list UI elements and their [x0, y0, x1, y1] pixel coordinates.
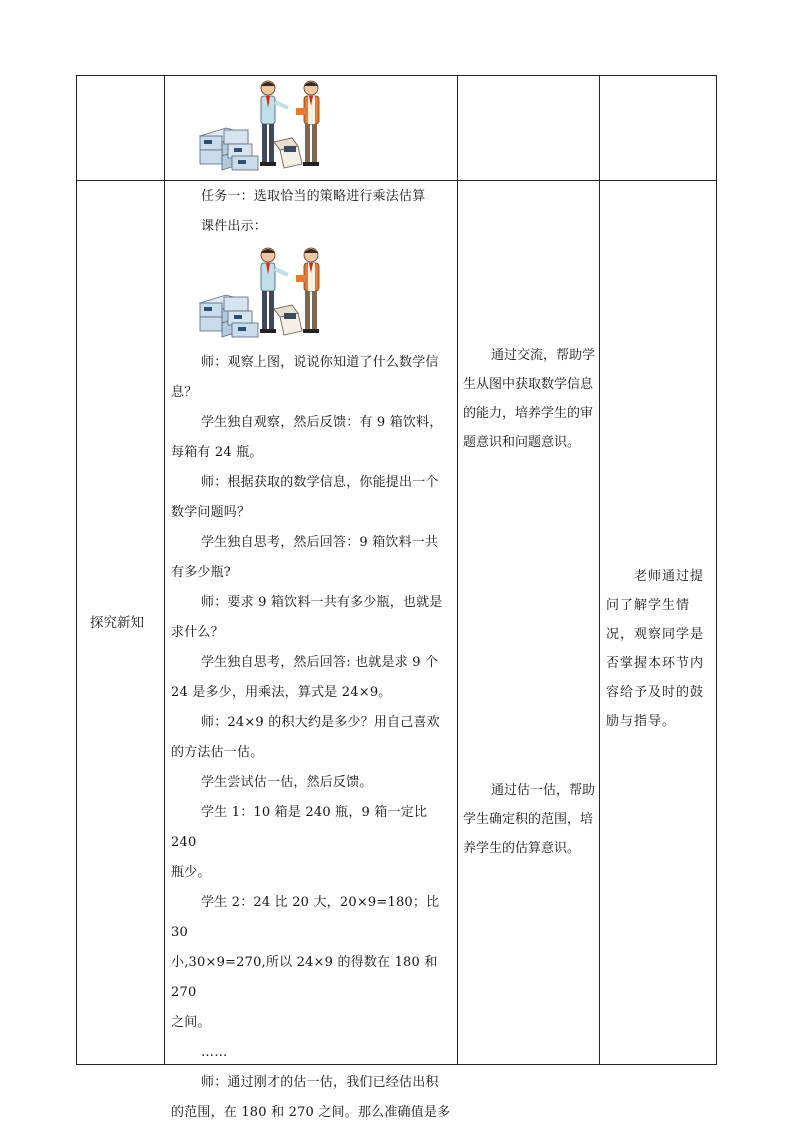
stage-label: 探究新知: [90, 615, 144, 631]
dialogue-line: 师：24×9 的积大约是多少？用自己喜欢: [201, 715, 440, 730]
table-left-border: [76, 75, 77, 1065]
evaluation-text: 老师通过提问了解学生情况，观察同学是否掌握本环节内容给予及时的鼓励与指导。: [606, 569, 705, 729]
dialogue-line: 学生尝试估一估，然后反馈。: [201, 775, 373, 790]
dialogue-line: 有多少瓶?: [171, 565, 231, 580]
dialogue-line: 求什么？: [171, 625, 224, 640]
dialogue-line: 学生独自思考，然后回答: 也就是求 9 个: [201, 655, 439, 670]
teaching-process-cell: [171, 182, 451, 242]
open-box: [274, 305, 302, 335]
dialogue-line: 学生 2：24 比 20 大，20×9=180；比 30: [171, 895, 440, 940]
dialogue-line: 小,30×9=270,所以 24×9 的得数在 180 和 270: [171, 955, 438, 1000]
dialogue-line: 师：根据获取的数学信息，你能提出一个: [201, 475, 439, 490]
row-divider: [76, 180, 717, 181]
dialogue-line: 瓶少。: [171, 865, 211, 880]
dialogue-line: ……: [201, 1045, 228, 1060]
dialogue-line: 数学问题吗？: [171, 505, 251, 520]
table-top-border: [76, 75, 717, 76]
dialogue-line: 24 是多少，用乘法，算式是 24×9。: [171, 685, 392, 700]
dialogue-line: 师：观察上图，说说你知道了什么数学信: [201, 355, 439, 370]
box-stack: [200, 295, 258, 337]
dialogue-line: 师：要求 9 箱饮料一共有多少瓶，也就是: [201, 595, 443, 610]
dialogue-line: 学生 1：10 箱是 240 瓶，9 箱一定比 240: [171, 805, 428, 850]
design-intent-note-2: [463, 776, 595, 863]
dialogue-line: 每箱有 24 瓶。: [171, 445, 263, 460]
column-divider-3: [599, 75, 600, 1065]
courseware-label: 课件出示：: [201, 219, 268, 234]
dialogue-line: 学生独自观察，然后反馈：有 9 箱饮料，: [201, 415, 443, 430]
design-intent-note-1: [463, 341, 595, 457]
dialogue-line: 师：通过刚才的估一估，我们已经估出积: [201, 1075, 439, 1090]
dialogue-line: 息？: [171, 385, 198, 400]
design-intent-text: 通过估一估，帮助学生确定积的范围，培养学生的估算意识。: [463, 783, 596, 856]
dialogue-line: 学生独自思考，然后回答：9 箱饮料一共: [201, 535, 439, 550]
dialogue-line: 之间。: [171, 1015, 211, 1030]
students-boxes-illustration-icon: [198, 78, 338, 172]
column-divider-1: [164, 75, 165, 1065]
open-box: [274, 138, 302, 168]
students-boxes-illustration-icon: [198, 245, 338, 339]
dialogue-line: 的范围，在 180 和 270 之间。那么准确值是多: [171, 1105, 451, 1120]
dialogue-block: [171, 348, 451, 1128]
table-right-border: [716, 75, 717, 1065]
design-intent-text: 通过交流，帮助学生从图中获取数学信息的能力，培养学生的审题意识和问题意识。: [463, 348, 596, 450]
column-divider-2: [457, 75, 458, 1065]
task-title: 任务一：选取恰当的策略进行乘法估算: [201, 189, 426, 204]
evaluation-note: [606, 562, 714, 736]
box-stack: [200, 128, 258, 170]
dialogue-line: 的方法估一估。: [171, 745, 264, 760]
